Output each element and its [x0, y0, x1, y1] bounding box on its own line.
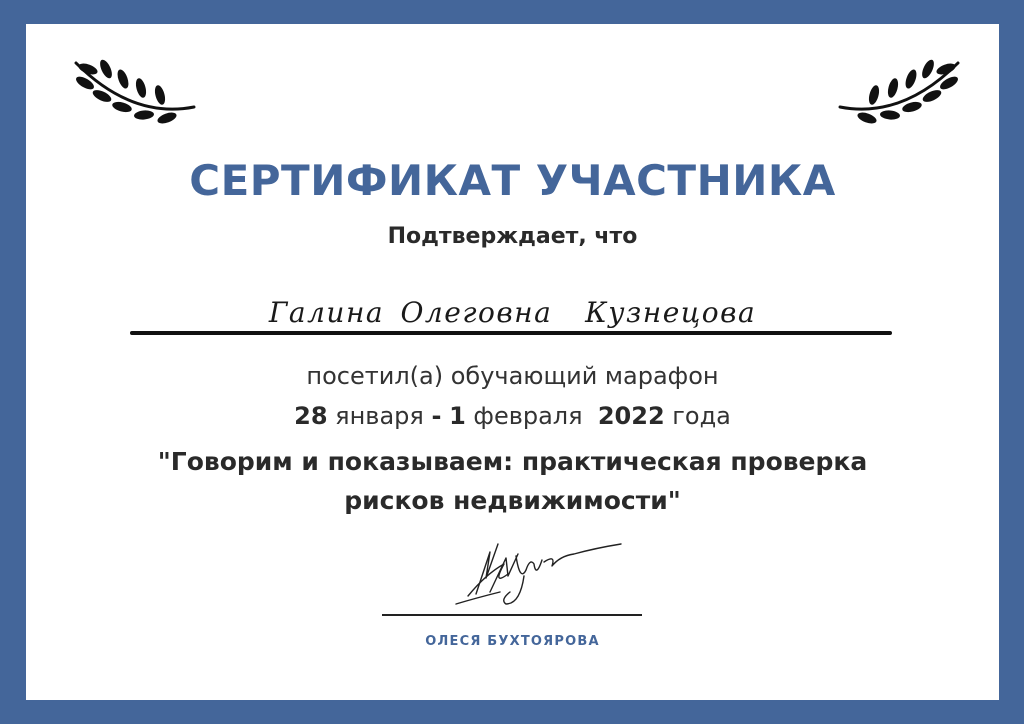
signature-line	[382, 614, 642, 616]
signature-image	[446, 534, 626, 614]
event-title-line-2: рисков недвижимости"	[344, 486, 681, 515]
event-dates	[26, 402, 999, 430]
confirms-text: Подтверждает, что	[387, 224, 638, 249]
year-word: года	[672, 402, 731, 430]
name-underline	[130, 331, 892, 335]
event-title-line-1: "Говорим и показываем: практическая проверка	[157, 447, 868, 476]
laurel-branch-icon	[72, 57, 202, 137]
start-day: 28	[294, 402, 328, 430]
event-title	[86, 442, 939, 520]
certificate-title: СЕРТИФИКАТ УЧАСТНИКА	[189, 156, 836, 205]
recipient-name: Галина Олеговна Кузнецова	[268, 296, 757, 329]
end-month: февраля	[473, 402, 583, 430]
end-day: 1	[449, 402, 466, 430]
signer-name: ОЛЕСЯ БУХТОЯРОВА	[425, 634, 600, 649]
year: 2022	[597, 402, 665, 430]
laurel-branch-icon	[832, 57, 962, 137]
attended-text: посетил(а) обучающий марафон	[306, 362, 719, 390]
start-month: января	[335, 402, 424, 430]
certificate-sheet	[26, 24, 999, 700]
date-separator: -	[431, 402, 442, 430]
